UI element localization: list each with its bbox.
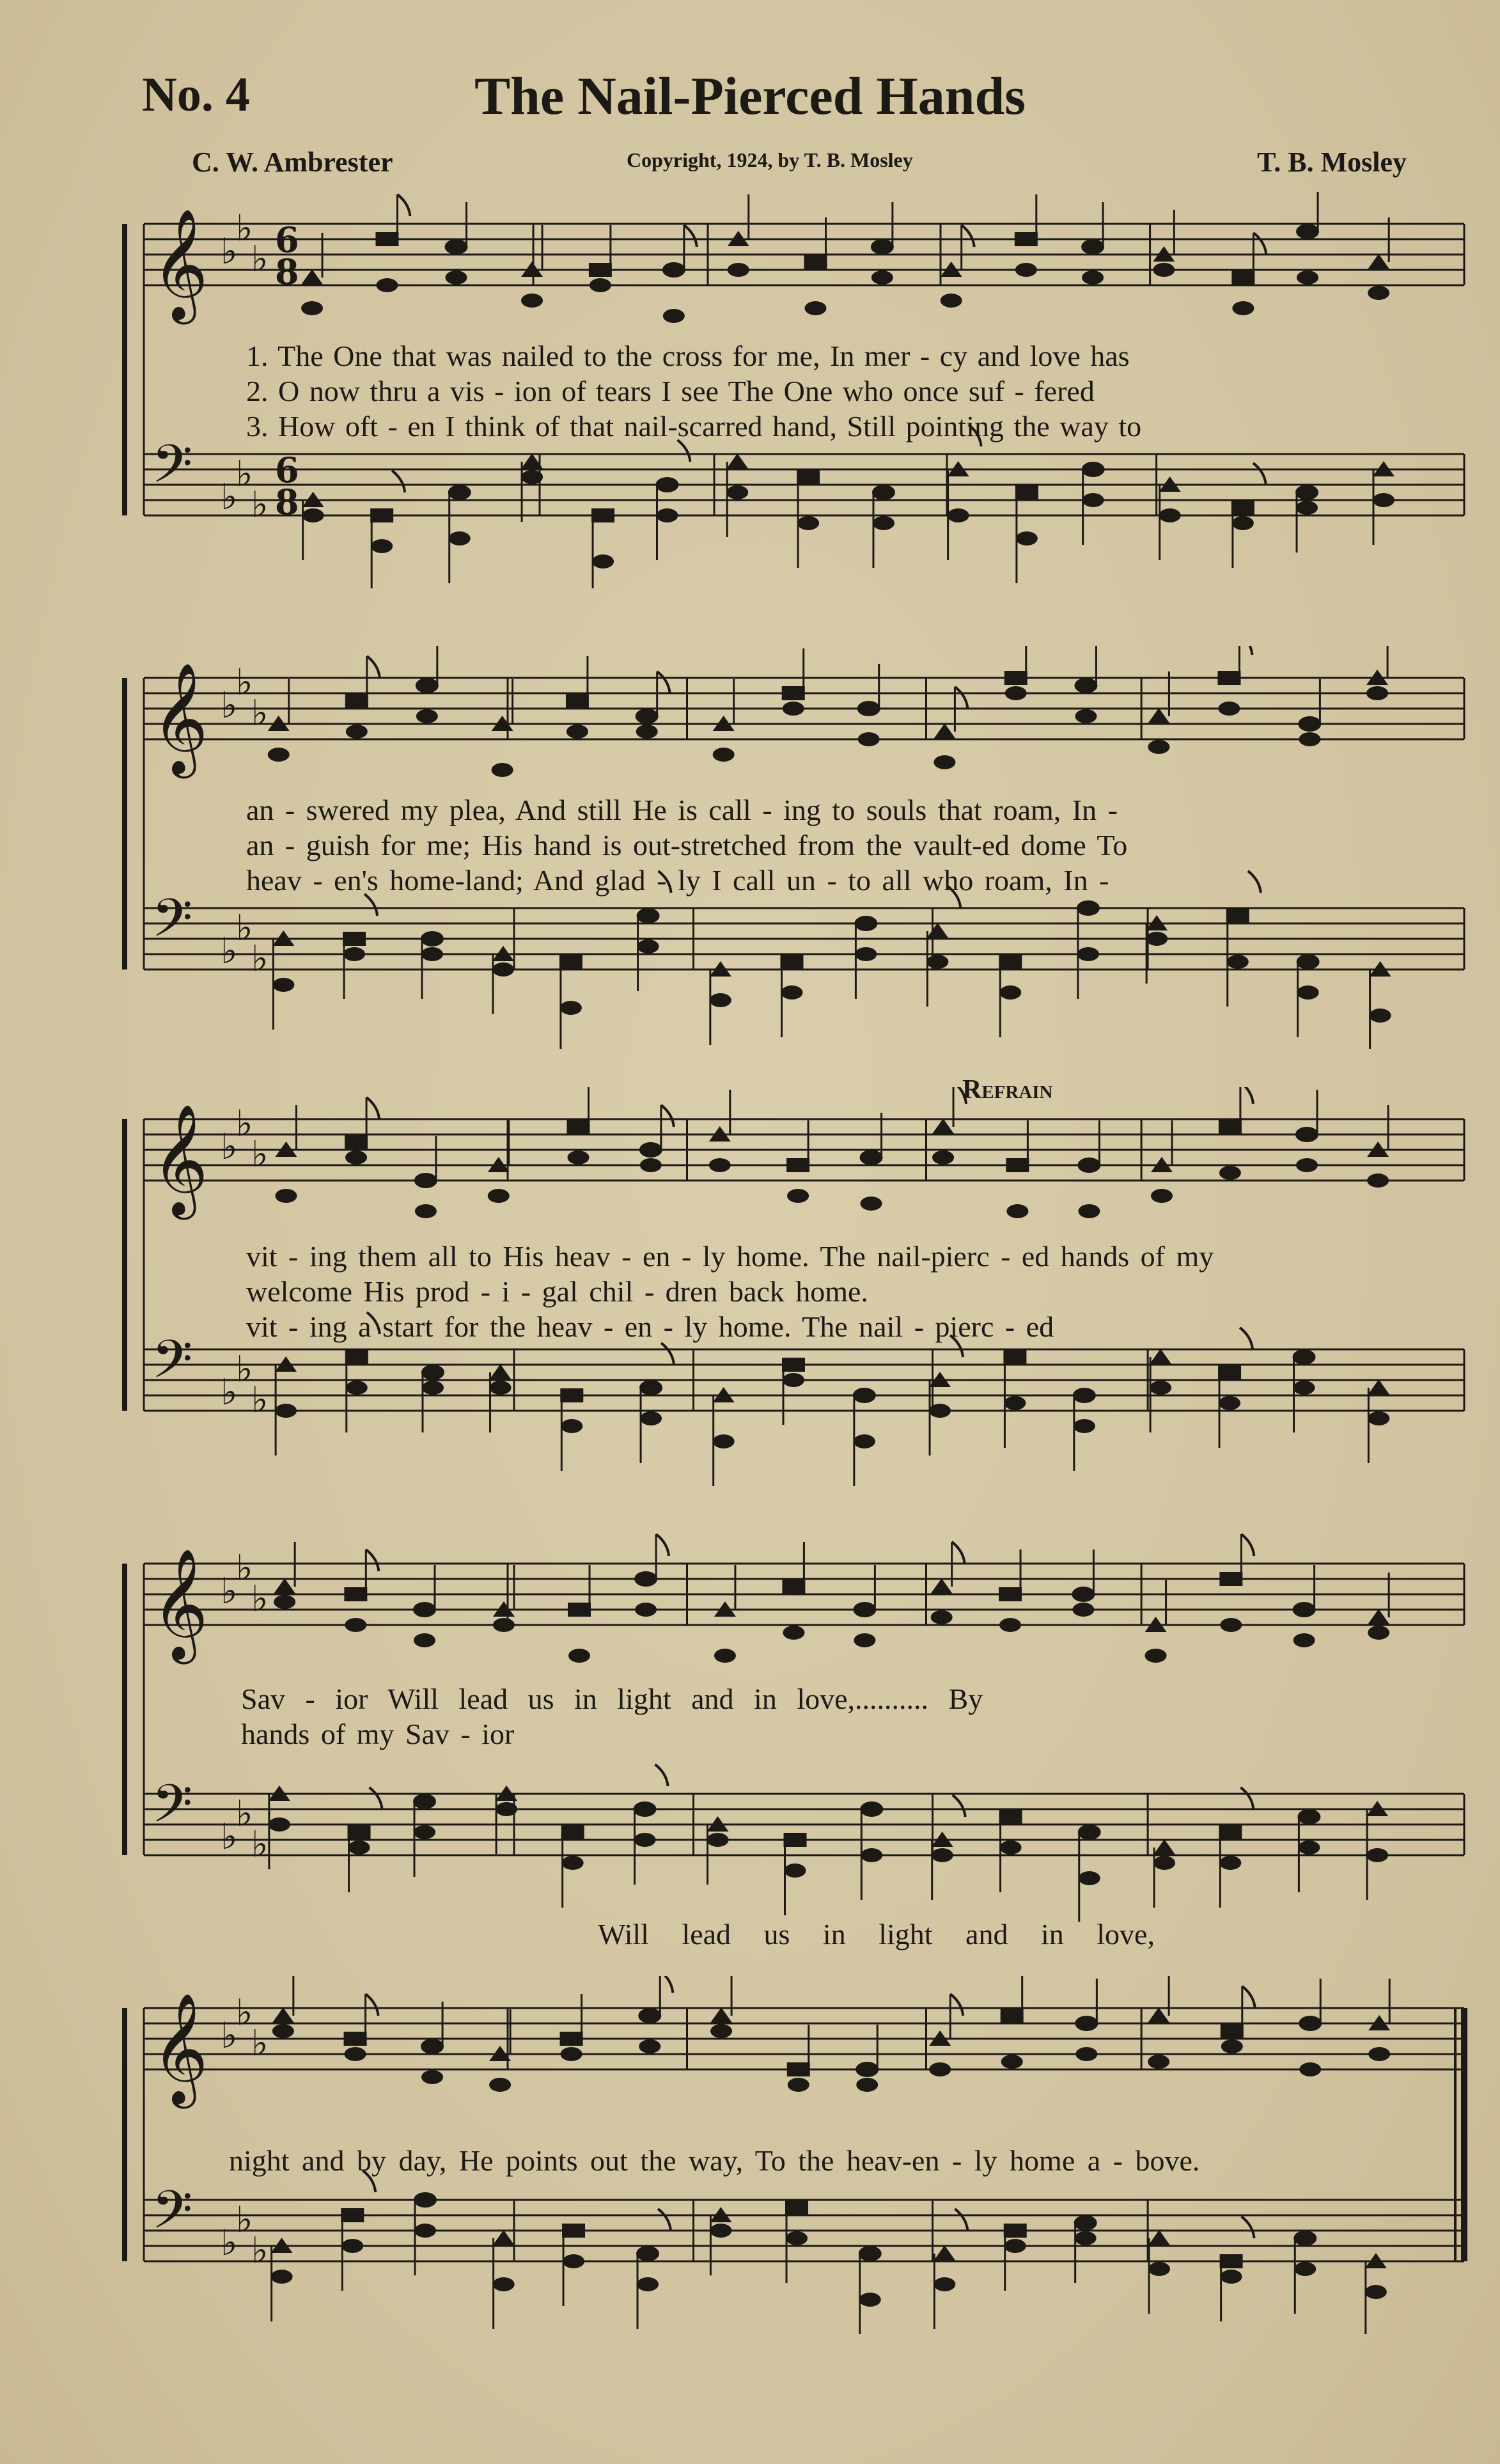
refrain-label: Refrain [962,1075,1053,1104]
svg-text:𝄢: 𝄢 [152,2179,193,2254]
system-4-bass-lyric: Will lead us in light and in love, [598,1918,1155,1950]
svg-text:♭: ♭ [251,693,269,734]
svg-text:♭: ♭ [221,930,238,972]
svg-text:♭: ♭ [251,1824,269,1865]
svg-text:8: 8 [275,251,299,292]
svg-text:𝄞: 𝄞 [152,1548,208,1660]
system-2-verse-1: an - swered my plea, And still He is call - ing to souls that roam, In - [246,794,1118,826]
svg-text:♭: ♭ [251,2023,269,2064]
svg-text:♭: ♭ [236,1793,253,1835]
system-2-verse-3: heav - en's home-land; And glad - ly I call un - to all who roam, In - [246,864,1109,897]
svg-text:♭: ♭ [251,938,269,980]
svg-text:♭: ♭ [221,1372,238,1413]
svg-text:♭: ♭ [236,1548,253,1589]
svg-text:♭: ♭ [251,1578,269,1620]
svg-text:♭: ♭ [236,907,253,949]
system-4-verse-2: hands of my Sav - ior [241,1718,515,1750]
svg-text:𝄞: 𝄞 [152,208,208,320]
svg-text:♭: ♭ [251,1134,269,1175]
lyricist: C. W. Ambrester [192,146,393,178]
svg-text:8: 8 [275,482,299,522]
system-4-verse-1: Sav - ior Will lead us in light and in love,.......... By [241,1683,983,1715]
system-1-verse-3: 3. How oft - en I think of that nail-scarred hand, Still pointing the way to [246,410,1142,443]
system-3-verse-3: vit - ing a start for the heav - en - ly home. The nail - pierc - ed [246,1310,1054,1343]
svg-text:6: 6 [275,450,299,490]
svg-text:6: 6 [275,219,299,260]
svg-text:♭: ♭ [236,1992,253,2034]
svg-text:𝄢: 𝄢 [152,1328,193,1403]
system-4-music [0,1532,1500,1922]
svg-text:♭: ♭ [221,1816,238,1858]
svg-text:♭: ♭ [221,476,238,518]
svg-text:♭: ♭ [221,231,238,272]
system-1-verse-1: 1. The One that was nailed to the cross for me, In mer - cy and love has [246,340,1130,372]
svg-text:♭: ♭ [251,1379,269,1421]
svg-text:♭: ♭ [236,1103,253,1145]
hymn-number: No. 4 [142,68,250,122]
svg-text:♭: ♭ [221,1571,238,1612]
svg-text:♭: ♭ [221,685,238,726]
svg-text:𝄞: 𝄞 [152,663,208,774]
svg-text:𝄞: 𝄞 [152,1104,208,1215]
svg-text:♭: ♭ [251,484,269,526]
svg-text:♭: ♭ [251,2230,269,2272]
svg-text:♭: ♭ [251,239,269,280]
system-3-verse-1: vit - ing them all to His heav - en - ly home. The nail-pierc - ed hands of my [246,1240,1214,1273]
system-2-verse-2: an - guish for me; His hand is out-stretched from the vault-ed dome To [246,829,1128,861]
system-3-verse-2: welcome His prod - i - gal chil - dren back home. [246,1275,868,1308]
svg-text:𝄞: 𝄞 [152,1993,208,2104]
svg-text:♭: ♭ [236,208,253,249]
svg-text:♭: ♭ [236,2199,253,2241]
svg-text:♭: ♭ [236,453,253,495]
hymn-title: The Nail-Pierced Hands [474,67,1026,126]
svg-text:𝄢: 𝄢 [152,1773,193,1848]
svg-text:♭: ♭ [221,2015,238,2057]
system-1-verse-2: 2. O now thru a vis - ion of tears I see The One who once suf - fered [246,375,1095,407]
svg-text:𝄢: 𝄢 [152,433,193,508]
svg-text:♭: ♭ [221,2222,238,2264]
copyright-notice: Copyright, 1924, by T. B. Mosley [627,148,913,171]
composer: T. B. Mosley [1257,146,1407,178]
system-5-verse-1: night and by day, He points out the way, To the heav-en - ly home a - bove. [229,2144,1200,2177]
svg-text:♭: ♭ [236,1349,253,1390]
svg-text:𝄢: 𝄢 [152,887,193,962]
svg-text:♭: ♭ [221,1126,238,1168]
svg-text:♭: ♭ [236,662,253,703]
